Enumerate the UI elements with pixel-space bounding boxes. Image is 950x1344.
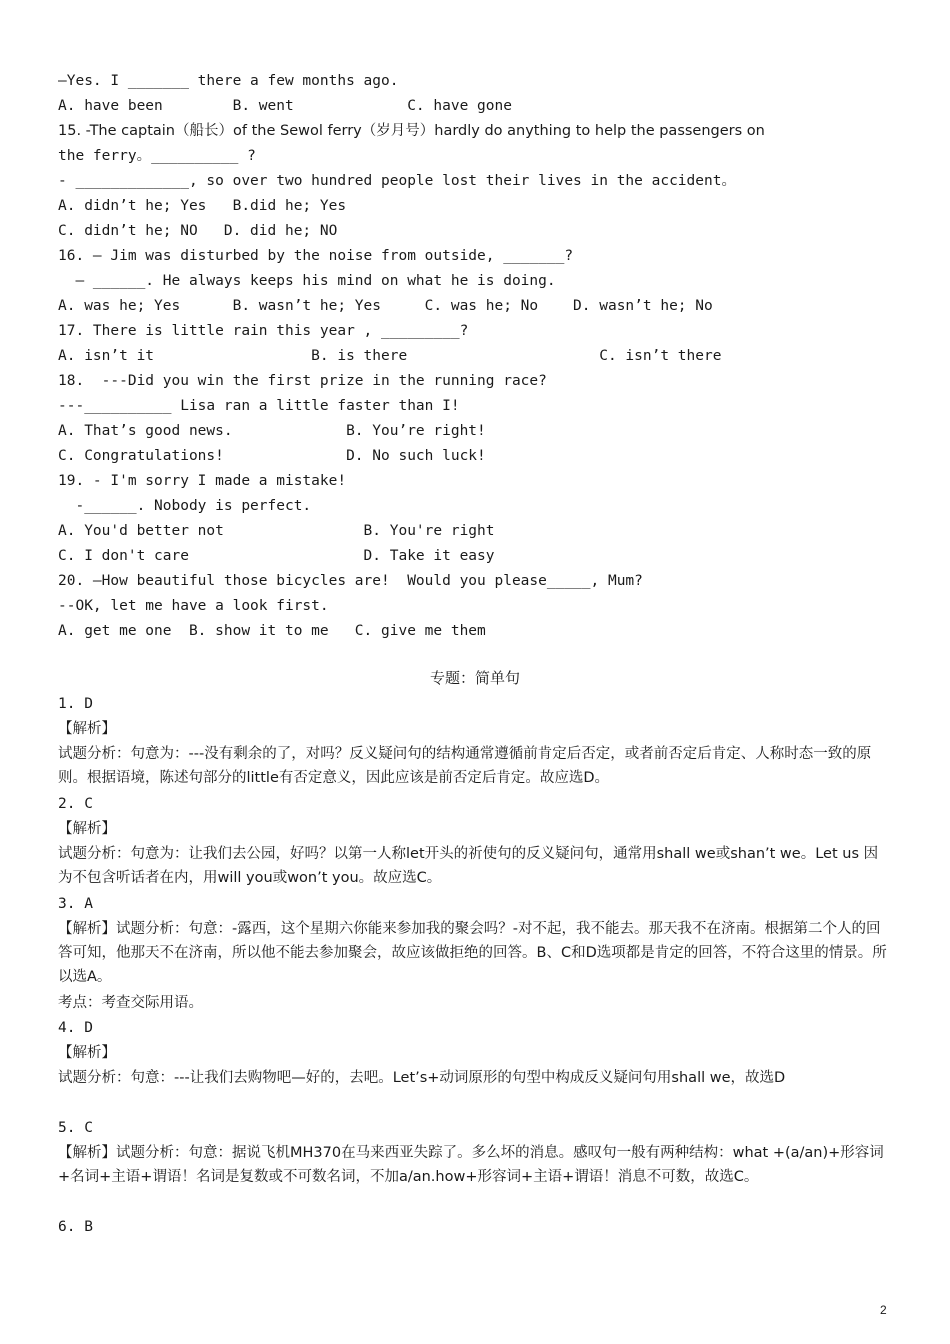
answer-4-analysis: 试题分析：句意：---让我们去购物吧—好的，去吧。Let’s+动词原形的句型中构成反义疑问句用shall we，故选D <box>58 1070 786 1086</box>
q18-reply: ---__________ Lisa ran a little faster than I! <box>58 398 460 414</box>
answer-4: 4. D <box>58 1020 93 1036</box>
q14-options: A. have been B. went C. have gone <box>58 98 512 114</box>
q16-stem: 16. — Jim was disturbed by the noise from outside, _______? <box>58 248 574 264</box>
answer-1-tag: 【解析】 <box>58 721 116 737</box>
q16-reply: — ______. He always keeps his mind on what he is doing. <box>58 273 556 289</box>
q19-options-cd: C. I don't care D. Take it easy <box>58 548 495 564</box>
answer-5: 5. C <box>58 1120 93 1136</box>
q19-stem: 19. - I'm sorry I made a mistake! <box>58 473 347 489</box>
q15-stem: 15. -The captain（船长）of the Sewol ferry（岁月号）hardly do anything to help the passengers on <box>58 123 765 139</box>
q19-reply: -______. Nobody is perfect. <box>58 498 312 514</box>
q18-options-ab: A. That’s good news. B. You’re right! <box>58 423 486 439</box>
q15-reply: - _____________, so over two hundred people lost their lives in the accident。 <box>58 173 736 189</box>
q18-options-cd: C. Congratulations! D. No such luck! <box>58 448 486 464</box>
q14-answer-line: —Yes. I _______ there a few months ago. <box>58 73 399 89</box>
q16-options: A. was he; Yes B. wasn’t he; Yes C. was he; No D. wasn’t he; No <box>58 298 713 314</box>
q20-stem: 20. —How beautiful those bicycles are! Would you please_____, Mum? <box>58 573 643 589</box>
answer-1-analysis: 试题分析：句意为：---没有剩余的了，对吗？反义疑问句的结构通常遵循前肯定后否定，或者前否定后肯定、人称时态一致的原则。根据语境，陈述句部分的little有否定意义，因此应该是前否定后肯定。故应选D。 <box>58 746 872 786</box>
page-number: 2 <box>880 1303 887 1317</box>
q19-options-ab: A. You'd better not B. You're right <box>58 523 495 539</box>
answer-5-analysis: 【解析】试题分析：句意：据说飞机MH370在马来西亚失踪了。多么坏的消息。感叹句一般有两种结构：what +(a/an)+形容词+名词+主语+谓语！名词是复数或不可数名词，不加a/an.how+形容词+主语+谓语！消息不可数，故选C。 <box>58 1145 884 1185</box>
answer-2: 2. C <box>58 796 93 812</box>
answer-4-tag: 【解析】 <box>58 1045 116 1061</box>
answer-1: 1. D <box>58 696 93 712</box>
q20-options: A. get me one B. show it to me C. give me them <box>58 623 486 639</box>
q20-reply: --OK, let me have a look first. <box>58 598 329 614</box>
q17-options: A. isn’t it B. is there C. isn’t there <box>58 348 722 364</box>
answer-3: 3. A <box>58 896 93 912</box>
answer-3-analysis: 【解析】试题分析：句意：-露西，这个星期六你能来参加我的聚会吗？-对不起，我不能去。那天我不在济南。根据第二个人的回答可知，他那天不在济南，所以他不能去参加聚会，故应该做拒绝的回答。B、C和D选项都是肯定的回答，不符合这里的情景。所以选A。 <box>58 921 887 985</box>
answer-6: 6. B <box>58 1219 93 1235</box>
answer-2-tag: 【解析】 <box>58 821 116 837</box>
q18-stem: 18. ---Did you win the first prize in the running race? <box>58 373 547 389</box>
answer-2-analysis: 试题分析：句意为：让我们去公园，好吗？以第一人称let开头的祈使句的反义疑问句，通常用shall we或shan’t we。Let us 因为不包含听话者在内，用will you或won’t you。故应选C。 <box>58 846 879 886</box>
answer-3-point: 考点：考查交际用语。 <box>58 995 203 1011</box>
section-title: 专题：简单句 <box>429 669 520 687</box>
q15-options-cd: C. didn’t he; NO D. did he; NO <box>58 223 338 239</box>
q17-stem: 17. There is little rain this year , _________? <box>58 323 469 339</box>
q15-options-ab: A. didn’t he; Yes B.did he; Yes <box>58 198 347 214</box>
q15-stem-cont: the ferry。__________ ? <box>58 148 256 164</box>
